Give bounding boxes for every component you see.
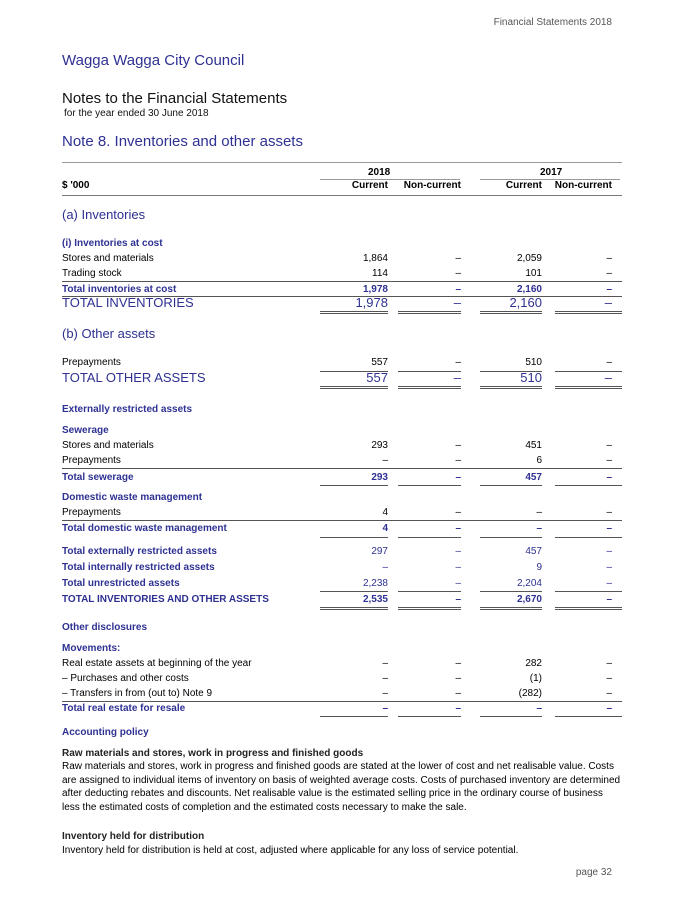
cell: –: [455, 357, 461, 368]
double-rule: [555, 311, 622, 312]
cell: –: [606, 562, 612, 573]
year-2018-header: 2018: [368, 167, 391, 178]
year-2017-header: 2017: [540, 167, 563, 178]
row-label: Trading stock: [62, 268, 122, 279]
row-rule: [555, 537, 622, 538]
row-rule: [320, 537, 388, 538]
row-label: – Transfers in from (out to) Note 9: [62, 688, 213, 699]
cell: –: [453, 295, 461, 310]
waste-heading: Domestic waste management: [62, 492, 203, 503]
cell: –: [455, 268, 461, 279]
double-rule: [320, 607, 388, 608]
cell: –: [606, 507, 612, 518]
disclosures-heading: Other disclosures: [62, 622, 148, 633]
cell: –: [455, 703, 461, 714]
cell: –: [606, 523, 612, 534]
row-rule: [398, 716, 461, 717]
row-rule: [555, 485, 622, 486]
inventories-heading: (a) Inventories: [62, 207, 146, 222]
cell: 6: [536, 455, 542, 466]
row-rule: [480, 537, 542, 538]
row-label: Real estate assets at beginning of the year: [62, 658, 252, 669]
cell: –: [382, 703, 388, 714]
row-label: Stores and materials: [62, 440, 154, 451]
cell: 297: [371, 546, 388, 557]
cell: 510: [520, 370, 542, 385]
cell: –: [606, 440, 612, 451]
row-rule: [480, 591, 542, 592]
double-rule: [398, 313, 461, 314]
row-rule: [398, 537, 461, 538]
raw-materials-text: Raw materials and stores, work in progress and finished goods are stated at the lower of cost and net realisable value. Costs are assigned to individual items of inventory on basis of weighted average costs. Costs of purchased inventory are determined after deducting rebates and discounts. Net realisable value is the estimated selling price in the ordinary course of business less the estimated costs of completion and the estimated costs necessary to make the sale.: [62, 761, 621, 813]
cell: 2,204: [516, 578, 542, 589]
row-label: Total internally restricted assets: [62, 562, 215, 573]
cell: –: [455, 546, 461, 557]
cell: –: [382, 673, 388, 684]
row-rule: [398, 371, 461, 372]
cell: –: [455, 440, 461, 451]
row-rule: [480, 485, 542, 486]
raw-materials-heading: Raw materials and stores, work in progress and finished goods: [62, 748, 364, 759]
document-header: Financial Statements 2018: [493, 17, 612, 28]
cell: 293: [371, 440, 388, 451]
cell: –: [606, 703, 612, 714]
row-rule: [62, 281, 622, 282]
cell: –: [455, 688, 461, 699]
cell: –: [606, 673, 612, 684]
cell: 9: [536, 562, 542, 573]
cell: –: [606, 578, 612, 589]
cell: –: [455, 594, 461, 605]
cell: 114: [372, 268, 388, 279]
row-rule: [62, 701, 622, 702]
cell: –: [536, 507, 542, 518]
double-rule: [398, 386, 461, 387]
row-label: Total sewerage: [62, 472, 134, 483]
cell: –: [606, 594, 612, 605]
cell: –: [606, 253, 612, 264]
double-rule: [555, 609, 622, 610]
cell: 1,864: [362, 253, 388, 264]
cell: –: [606, 688, 612, 699]
row-rule: [398, 485, 461, 486]
double-rule: [398, 388, 461, 389]
row-label: TOTAL INVENTORIES AND OTHER ASSETS: [62, 594, 269, 605]
row-label: Prepayments: [62, 455, 121, 466]
cell: 282: [525, 658, 542, 669]
double-rule: [555, 607, 622, 608]
row-rule: [320, 485, 388, 486]
cell: –: [455, 507, 461, 518]
cell: –: [455, 562, 461, 573]
row-rule: [555, 716, 622, 717]
row-label: TOTAL OTHER ASSETS: [62, 370, 206, 385]
header-rule-bottom: [62, 195, 622, 196]
cell: –: [604, 295, 612, 310]
cell: –: [455, 673, 461, 684]
cell: –: [606, 546, 612, 557]
double-rule: [555, 313, 622, 314]
double-rule: [480, 607, 542, 608]
double-rule: [320, 388, 388, 389]
distribution-text: Inventory held for distribution is held at cost, adjusted where applicable for any loss of service potential.: [62, 845, 519, 856]
cell: 2,670: [516, 594, 542, 605]
double-rule: [320, 609, 388, 610]
cell: –: [382, 658, 388, 669]
double-rule: [480, 609, 542, 610]
row-label: Prepayments: [62, 357, 121, 368]
cell: –: [382, 562, 388, 573]
cell: 557: [371, 357, 388, 368]
row-label: Total real estate for resale: [62, 703, 186, 714]
double-rule: [398, 609, 461, 610]
cell: –: [455, 658, 461, 669]
row-label: Total domestic waste management: [62, 523, 227, 534]
cell: –: [455, 284, 461, 295]
cell: 101: [525, 268, 542, 279]
cell: –: [455, 578, 461, 589]
cell: –: [453, 370, 461, 385]
cell: –: [604, 370, 612, 385]
row-rule: [398, 591, 461, 592]
cell: 510: [525, 357, 542, 368]
inventories-subheading: (i) Inventories at cost: [62, 238, 163, 249]
cell: –: [606, 455, 612, 466]
cell: –: [536, 523, 542, 534]
row-label: Total externally restricted assets: [62, 546, 217, 557]
row-label: Total unrestricted assets: [62, 578, 180, 589]
double-rule: [398, 311, 461, 312]
cell: 451: [525, 440, 542, 451]
cell: 2,160: [509, 295, 542, 310]
cell: –: [606, 658, 612, 669]
double-rule: [480, 388, 542, 389]
cell: –: [606, 357, 612, 368]
cell: –: [606, 284, 612, 295]
row-rule: [62, 520, 622, 521]
double-rule: [555, 386, 622, 387]
cell: –: [455, 253, 461, 264]
cell: –: [455, 472, 461, 483]
row-label: – Purchases and other costs: [62, 673, 189, 684]
row-rule: [480, 716, 542, 717]
double-rule: [320, 313, 388, 314]
distribution-heading: Inventory held for distribution: [62, 831, 205, 842]
header-rule-top: [62, 162, 622, 163]
row-rule: [62, 468, 622, 469]
row-label: Prepayments: [62, 507, 121, 518]
cell: 1,978: [355, 295, 388, 310]
cell: 2,238: [362, 578, 388, 589]
row-rule: [555, 591, 622, 592]
double-rule: [555, 388, 622, 389]
cell: (282): [518, 688, 542, 699]
other-assets-heading: (b) Other assets: [62, 326, 156, 341]
row-label: Stores and materials: [62, 253, 154, 264]
row-label: Total inventories at cost: [62, 284, 177, 295]
col-current-2017: Current: [505, 180, 542, 191]
cell: 293: [371, 472, 388, 483]
cell: 2,535: [362, 594, 388, 605]
row-rule: [320, 716, 388, 717]
row-rule: [320, 591, 388, 592]
cell: –: [536, 703, 542, 714]
cell: –: [606, 268, 612, 279]
movements-heading: Movements:: [62, 643, 121, 654]
note-title: Note 8. Inventories and other assets: [62, 133, 303, 150]
cell: –: [382, 455, 388, 466]
cell: 457: [525, 546, 542, 557]
cell: 4: [382, 523, 388, 534]
cell: 557: [366, 370, 388, 385]
council-name: Wagga Wagga City Council: [62, 52, 245, 69]
unit-header: $ '000: [62, 180, 90, 191]
double-rule: [320, 311, 388, 312]
cell: –: [382, 688, 388, 699]
double-rule: [398, 607, 461, 608]
cell: 1,978: [362, 284, 388, 295]
col-noncurrent-2017: Non-current: [554, 180, 612, 191]
cell: –: [455, 455, 461, 466]
double-rule: [320, 386, 388, 387]
page-number: page 32: [575, 867, 612, 878]
cell: (1): [529, 673, 542, 684]
double-rule: [480, 313, 542, 314]
double-rule: [480, 386, 542, 387]
cell: 2,160: [516, 284, 542, 295]
restricted-heading: Externally restricted assets: [62, 404, 193, 415]
row-label: TOTAL INVENTORIES: [62, 295, 194, 310]
cell: –: [455, 523, 461, 534]
notes-subtitle: for the year ended 30 June 2018: [64, 108, 209, 119]
cell: –: [606, 472, 612, 483]
cell: 457: [525, 472, 542, 483]
cell: 4: [382, 507, 388, 518]
col-current-2018: Current: [351, 180, 388, 191]
sewerage-heading: Sewerage: [62, 425, 109, 436]
notes-title: Notes to the Financial Statements: [62, 90, 288, 107]
cell: 2,059: [516, 253, 542, 264]
policy-heading: Accounting policy: [62, 727, 149, 738]
double-rule: [480, 311, 542, 312]
col-noncurrent-2018: Non-current: [403, 180, 461, 191]
